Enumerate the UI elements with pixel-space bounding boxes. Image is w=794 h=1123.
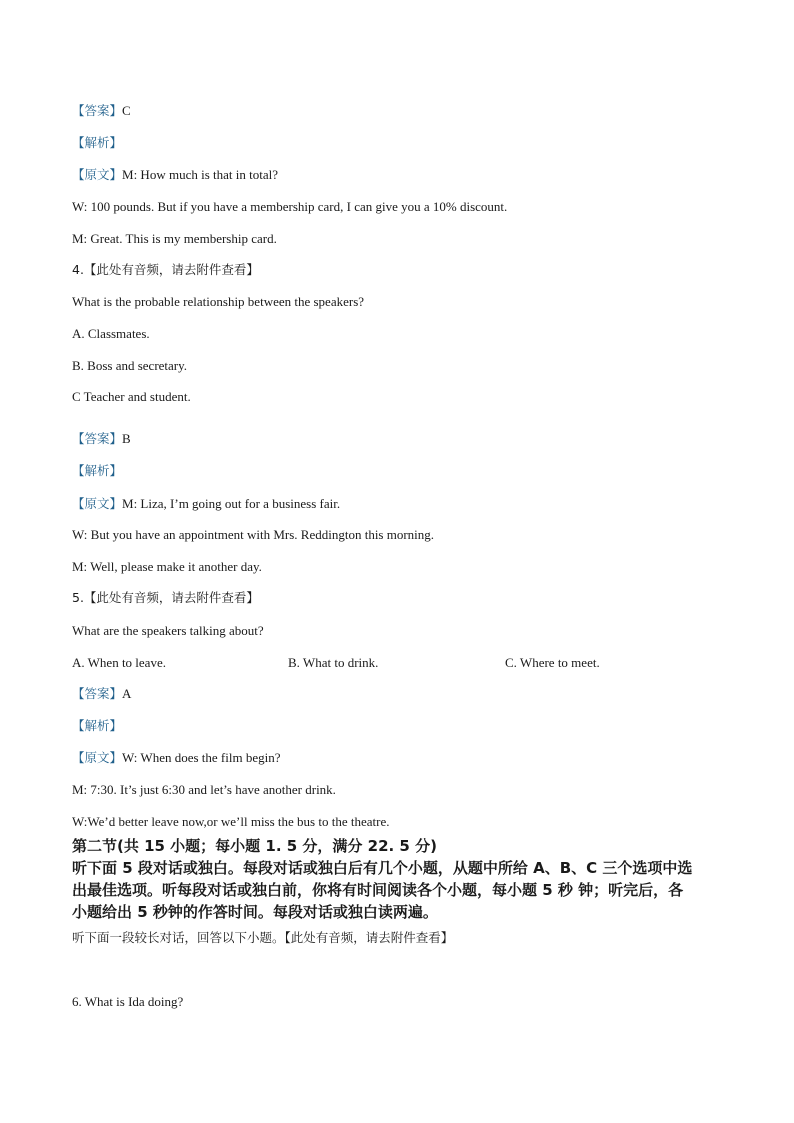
- answer-tag: 【答案】: [72, 431, 123, 446]
- q3-script-line-3: M: Great. This is my membership card.: [72, 231, 277, 246]
- q4-script-line-2: W: But you have an appointment with Mrs. Reddington this morning.: [72, 527, 435, 542]
- q4-question: What is the probable relationship between the speakers?: [72, 294, 365, 309]
- section-2-instruction-1: 听下面 5 段对话或独白。每段对话或独白后有几个小题，从题中所给 A、B、C 三个选项中选: [72, 859, 693, 877]
- q5-option-b: B. What to drink.: [288, 655, 379, 670]
- answer-tag: 【答案】: [72, 103, 123, 118]
- q4-header: 4.【此处有音频，请去附件查看】: [72, 262, 259, 277]
- analysis-tag: 【解析】: [72, 718, 123, 733]
- q3-script-line-1: [72, 167, 278, 183]
- q5-option-c: C. Where to meet.: [505, 655, 600, 670]
- script-tag: 【原文】: [72, 496, 123, 511]
- q6-question: 6. What is Ida doing?: [72, 994, 184, 1009]
- answer-value: C: [122, 103, 131, 118]
- script-text: W: When does the film begin?: [122, 750, 281, 765]
- q4-option-c: C Teacher and student.: [72, 389, 191, 404]
- section-2-subinstruction: 听下面一段较长对话，回答以下小题。【此处有音频，请去附件查看】: [72, 930, 454, 945]
- q4-script-line-3: M: Well, please make it another day.: [72, 559, 262, 574]
- script-tag: 【原文】: [72, 167, 123, 182]
- q5-script-line-2: M: 7:30. It’s just 6:30 and let’s have another drink.: [72, 782, 336, 797]
- q3-analysis: [72, 135, 122, 151]
- script-text: M: Liza, I’m going out for a business fair.: [122, 496, 341, 511]
- section-2-title: 第二节(共 15 小题；每小题 1. 5 分，满分 22. 5 分): [72, 837, 437, 855]
- q3-script-line-2: W: 100 pounds. But if you have a membership card, I can give you a 10% discount.: [72, 199, 508, 214]
- q5-script-line-1: [72, 750, 281, 766]
- script-text: M: How much is that in total?: [122, 167, 278, 182]
- section-2-instruction-3: 小题给出 5 秒钟的作答时间。每段对话或独白读两遍。: [72, 903, 438, 921]
- section-2-instruction-2: 出最佳选项。听每段对话或独白前，你将有时间阅读各个小题，每小题 5 秒 钟；听完后，各: [72, 881, 684, 899]
- q5-answer: [72, 686, 131, 702]
- analysis-tag: 【解析】: [72, 135, 123, 150]
- q4-option-b: B. Boss and secretary.: [72, 358, 188, 373]
- q5-analysis: [72, 718, 122, 734]
- q5-question: What are the speakers talking about?: [72, 623, 264, 638]
- q4-analysis: [72, 463, 122, 479]
- answer-value: A: [122, 686, 132, 701]
- q4-answer: [72, 431, 131, 447]
- q4-script-line-1: [72, 496, 340, 512]
- q3-answer: [72, 103, 131, 119]
- q5-header: 5.【此处有音频，请去附件查看】: [72, 590, 259, 605]
- answer-tag: 【答案】: [72, 686, 123, 701]
- script-tag: 【原文】: [72, 750, 123, 765]
- q5-script-line-3: W:We’d better leave now,or we’ll miss the bus to the theatre.: [72, 814, 390, 829]
- answer-value: B: [122, 431, 131, 446]
- q5-option-a: A. When to leave.: [72, 655, 166, 670]
- q4-option-a: A. Classmates.: [72, 326, 150, 341]
- analysis-tag: 【解析】: [72, 463, 123, 478]
